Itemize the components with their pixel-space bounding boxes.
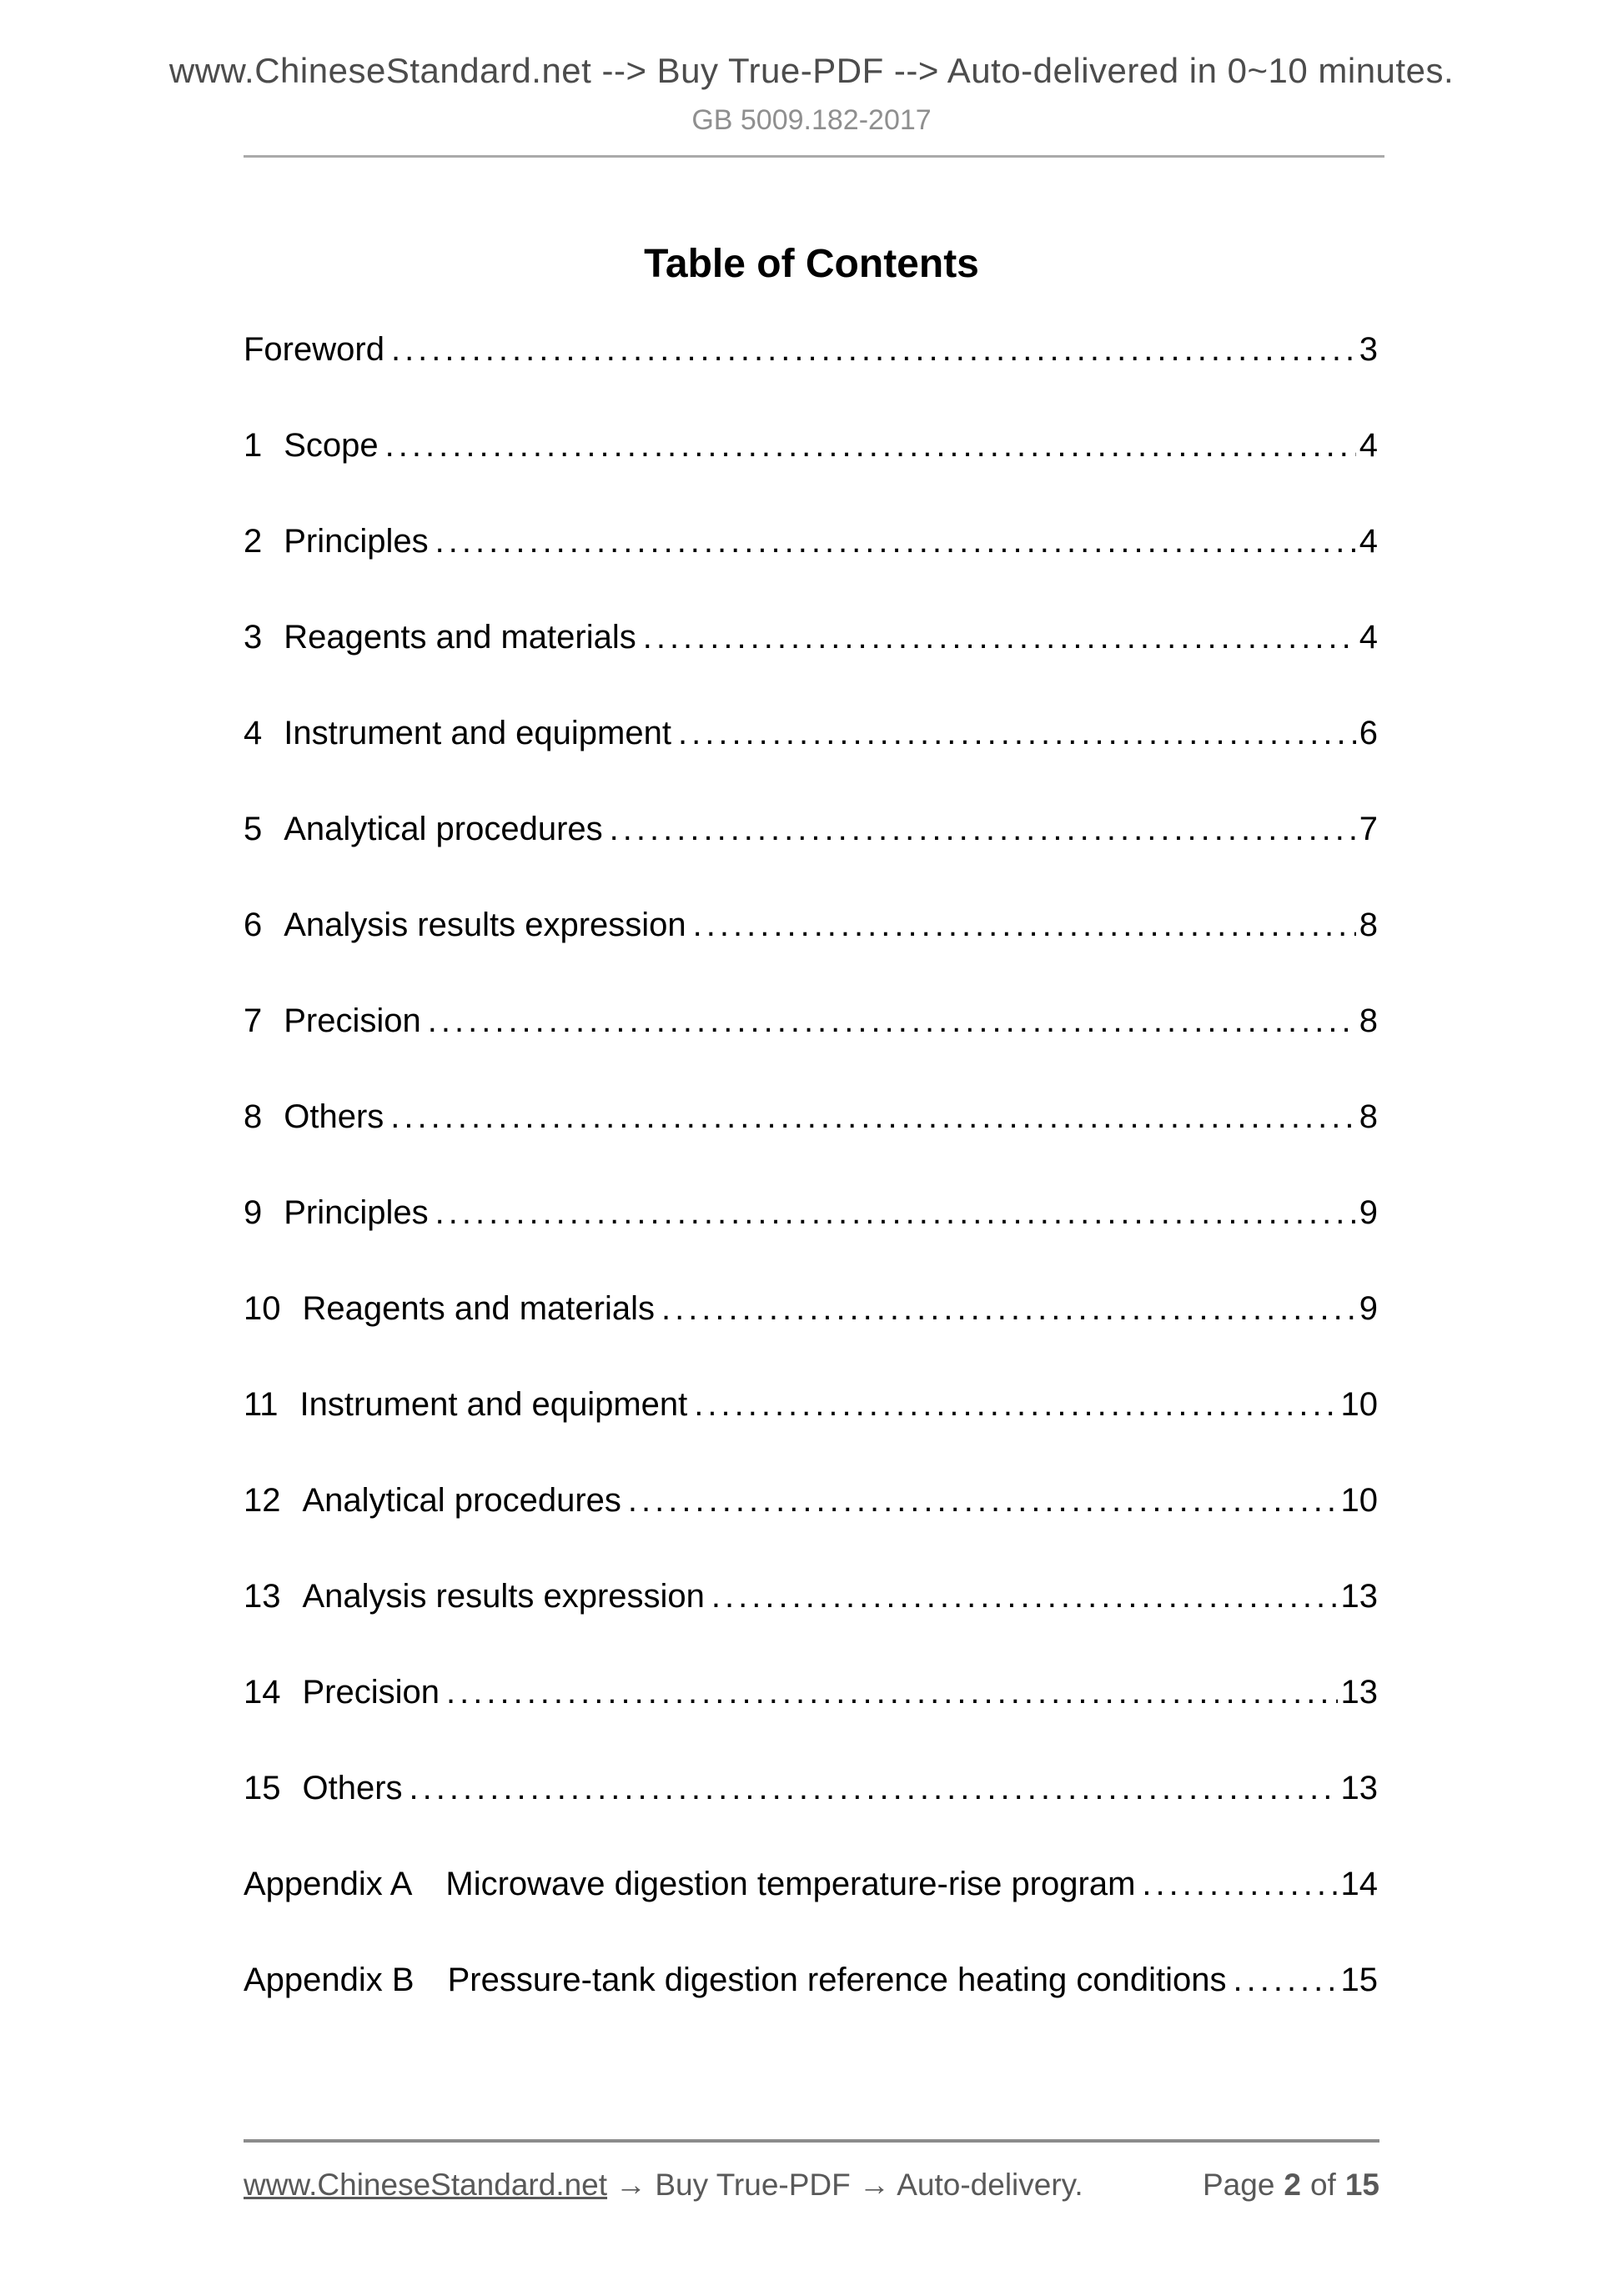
toc-entry-9 xyxy=(244,1193,1378,1233)
toc-entry-label: Analytical procedures xyxy=(284,811,603,847)
header-banner-text: www.ChineseStandard.net --> Buy True-PDF --> Auto-delivered in 0~10 minutes. xyxy=(168,51,1455,90)
toc-entry-7 xyxy=(244,1001,1378,1041)
toc-entry-label: Pressure-tank digestion reference heating conditions xyxy=(447,1962,1227,1998)
toc-entry-label: Principles xyxy=(284,523,429,560)
toc-entry-page: 8 xyxy=(1359,1098,1378,1135)
dot-leader xyxy=(435,521,1356,561)
page-indicator xyxy=(1203,2168,1379,2203)
dot-leader xyxy=(1142,1864,1337,1904)
of-word: of xyxy=(1309,2168,1336,2202)
toc-entry-14 xyxy=(244,1672,1378,1712)
standard-code: GB 5009.182-2017 xyxy=(691,104,932,136)
toc-entry-page: 13 xyxy=(1340,1578,1378,1615)
dot-leader xyxy=(693,905,1356,945)
toc-entry-label: Reagents and materials xyxy=(284,619,636,656)
dot-leader xyxy=(410,1768,1338,1808)
toc-entry-15 xyxy=(244,1768,1378,1808)
footer-banner xyxy=(244,2168,1083,2203)
toc-entry-page: 8 xyxy=(1359,1002,1378,1039)
dot-leader xyxy=(428,1001,1356,1041)
page-header xyxy=(0,0,1623,158)
dot-leader xyxy=(435,1193,1356,1233)
toc-entry-label: Foreword xyxy=(244,331,384,368)
dot-leader xyxy=(391,329,1356,369)
toc-entry-number: Appendix A xyxy=(244,1866,413,1902)
toc-entry-number: 10 xyxy=(244,1290,281,1327)
table-of-contents xyxy=(244,329,1378,2000)
footer-website-link[interactable]: www.ChineseStandard.net xyxy=(244,2168,608,2202)
toc-entry-label: Analytical procedures xyxy=(302,1482,621,1519)
toc-entry-number: 3 xyxy=(244,619,263,656)
toc-entry-number: 1 xyxy=(244,427,263,464)
toc-entry-page: 7 xyxy=(1359,811,1378,847)
toc-entry-number: 11 xyxy=(244,1386,279,1423)
toc-entry-1 xyxy=(244,425,1378,465)
toc-entry-number: 4 xyxy=(244,715,263,751)
toc-entry-4 xyxy=(244,713,1378,753)
toc-entry-12 xyxy=(244,1480,1378,1520)
toc-entry-label: Precision xyxy=(284,1002,421,1039)
dot-leader xyxy=(446,1672,1337,1712)
toc-entry-6 xyxy=(244,905,1378,945)
toc-entry-number: 7 xyxy=(244,1002,263,1039)
toc-entry-page: 10 xyxy=(1340,1386,1378,1423)
dot-leader xyxy=(628,1480,1338,1520)
toc-entry-2 xyxy=(244,521,1378,561)
toc-entry-foreword xyxy=(244,329,1378,369)
dot-leader xyxy=(390,1097,1355,1137)
toc-entry-page: 3 xyxy=(1359,331,1378,368)
toc-entry-label: Microwave digestion temperature-rise program xyxy=(445,1866,1136,1902)
toc-entry-number: 13 xyxy=(244,1578,281,1615)
toc-entry-label: Principles xyxy=(284,1194,429,1231)
toc-entry-label: Scope xyxy=(284,427,379,464)
dot-leader xyxy=(678,713,1356,753)
toc-entry-page: 9 xyxy=(1359,1194,1378,1231)
page-footer xyxy=(244,2139,1379,2203)
toc-entry-page: 4 xyxy=(1359,427,1378,464)
toc-entry-13 xyxy=(244,1576,1378,1616)
toc-entry-page: 9 xyxy=(1359,1290,1378,1327)
toc-entry-page: 14 xyxy=(1340,1866,1378,1902)
header-divider xyxy=(244,155,1384,158)
page-total: 15 xyxy=(1344,2168,1379,2202)
toc-entry-label: Others xyxy=(284,1098,384,1135)
dot-leader xyxy=(610,809,1356,849)
toc-entry-page: 15 xyxy=(1340,1962,1378,1998)
toc-entry-page: 6 xyxy=(1359,715,1378,751)
toc-entry-number: 14 xyxy=(244,1674,281,1711)
toc-entry-11 xyxy=(244,1384,1378,1424)
toc-entry-5 xyxy=(244,809,1378,849)
dot-leader xyxy=(694,1384,1337,1424)
toc-entry-number: 2 xyxy=(244,523,263,560)
dot-leader xyxy=(711,1576,1338,1616)
toc-entry-number: 12 xyxy=(244,1482,281,1519)
page-current: 2 xyxy=(1284,2168,1301,2202)
toc-entry-number: 9 xyxy=(244,1194,263,1231)
toc-entry-8 xyxy=(244,1097,1378,1137)
toc-entry-10 xyxy=(244,1289,1378,1329)
toc-entry-label: Reagents and materials xyxy=(302,1290,655,1327)
toc-entry-label: Analysis results expression xyxy=(302,1578,705,1615)
dot-leader xyxy=(1233,1960,1337,2000)
toc-entry-number: 15 xyxy=(244,1770,281,1806)
toc-entry-page: 13 xyxy=(1340,1674,1378,1711)
page-title: Table of Contents xyxy=(644,242,979,286)
toc-entry-number: 5 xyxy=(244,811,263,847)
dot-leader xyxy=(385,425,1356,465)
dot-leader xyxy=(643,617,1356,657)
dot-leader xyxy=(661,1289,1356,1329)
page-word: Page xyxy=(1202,2168,1275,2202)
toc-entry-page: 8 xyxy=(1359,907,1378,943)
toc-entry-number: Appendix B xyxy=(244,1962,415,1998)
toc-entry-label: Precision xyxy=(302,1674,440,1711)
toc-entry-appendix-a xyxy=(244,1864,1378,1904)
toc-entry-page: 10 xyxy=(1340,1482,1378,1519)
toc-entry-label: Instrument and equipment xyxy=(299,1386,688,1423)
footer-banner-text: → Buy True-PDF → Auto-delivery. xyxy=(616,2168,1083,2202)
toc-entry-3 xyxy=(244,617,1378,657)
toc-entry-label: Analysis results expression xyxy=(284,907,686,943)
toc-entry-page: 4 xyxy=(1359,523,1378,560)
toc-entry-label: Others xyxy=(302,1770,403,1806)
toc-entry-page: 13 xyxy=(1340,1770,1378,1806)
toc-entry-appendix-b xyxy=(244,1960,1378,2000)
toc-entry-number: 6 xyxy=(244,907,263,943)
toc-entry-label: Instrument and equipment xyxy=(284,715,671,751)
toc-entry-page: 4 xyxy=(1359,619,1378,656)
toc-entry-number: 8 xyxy=(244,1098,263,1135)
